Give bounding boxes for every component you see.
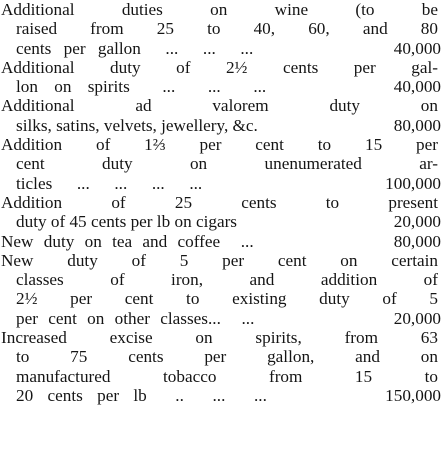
- row-text: Additional ad valorem duty on: [1, 96, 438, 116]
- table-row: [1, 251, 443, 328]
- row-text-line: [1, 251, 443, 270]
- row-text-line: [1, 19, 443, 38]
- row-text-line: [1, 367, 443, 386]
- row-text: New duty of 5 per cent on certain: [1, 250, 438, 270]
- table-row: [1, 232, 443, 251]
- row-text: ticles ... ... ... ...: [16, 173, 203, 193]
- row-text-line: [1, 174, 443, 193]
- row-text: Addition of 1⅔ per cent to 15 per: [1, 135, 438, 155]
- row-amount: 80,000: [393, 115, 441, 135]
- row-text-line: [1, 193, 443, 212]
- table-row: [1, 58, 443, 97]
- table-row: [1, 328, 443, 405]
- row-text-line: [1, 116, 443, 135]
- row-amount: 40,000: [393, 38, 441, 58]
- row-text-line: [1, 212, 443, 231]
- row-text: Additional duties on wine (to be: [1, 0, 438, 19]
- row-text-line: [1, 328, 443, 347]
- row-text: Additional duty of 2½ cents per gal-: [1, 57, 438, 77]
- row-text: lon on spirits ... ... ...: [16, 77, 267, 97]
- row-text-line: [1, 309, 443, 328]
- row-text: manufactured tobacco from 15 to: [16, 366, 438, 386]
- row-amount: 100,000: [385, 173, 441, 193]
- row-text: New duty on tea and coffee ...: [1, 231, 254, 251]
- row-text-line: [1, 39, 443, 58]
- row-text-line: [1, 386, 443, 405]
- row-text-line: [1, 154, 443, 173]
- row-text: raised from 25 to 40, 60, and 80: [16, 19, 438, 39]
- row-amount: 150,000: [385, 385, 441, 405]
- row-text: 20 cents per lb .. ... ...: [16, 385, 267, 405]
- row-text: classes of iron, and addition of: [16, 270, 438, 290]
- row-text-line: [1, 0, 443, 19]
- row-amount: 40,000: [393, 77, 441, 97]
- row-text-line: [1, 347, 443, 366]
- row-text: silks, satins, velvets, jewellery, &c.: [16, 115, 258, 135]
- row-text: to 75 cents per gallon, and on: [16, 347, 438, 367]
- row-text: Addition of 25 cents to present: [1, 192, 438, 212]
- row-text: cents per gallon ... ... ...: [16, 38, 254, 58]
- table-row: [1, 0, 443, 58]
- table-row: [1, 96, 443, 135]
- row-text-line: [1, 135, 443, 154]
- table-row: [1, 193, 443, 232]
- row-text: duty of 45 cents per lb on cigars: [16, 212, 237, 232]
- row-text-line: [1, 58, 443, 77]
- revenue-table: [1, 0, 443, 405]
- row-text-line: [1, 270, 443, 289]
- table-row: [1, 135, 443, 193]
- row-amount: 80,000: [393, 231, 441, 251]
- row-text-line: [1, 77, 443, 96]
- row-text: 2½ per cent to existing duty of 5: [16, 289, 438, 309]
- row-text-line: [1, 289, 443, 308]
- row-text-line: [1, 232, 443, 251]
- row-amount: 20,000: [393, 212, 441, 232]
- row-text: Increased excise on spirits, from 63: [1, 328, 438, 348]
- row-text: cent duty on unenumerated ar-: [16, 154, 438, 174]
- row-text: per cent on other classes... ...: [16, 308, 255, 328]
- row-amount: 20,000: [393, 308, 441, 328]
- row-text-line: [1, 96, 443, 115]
